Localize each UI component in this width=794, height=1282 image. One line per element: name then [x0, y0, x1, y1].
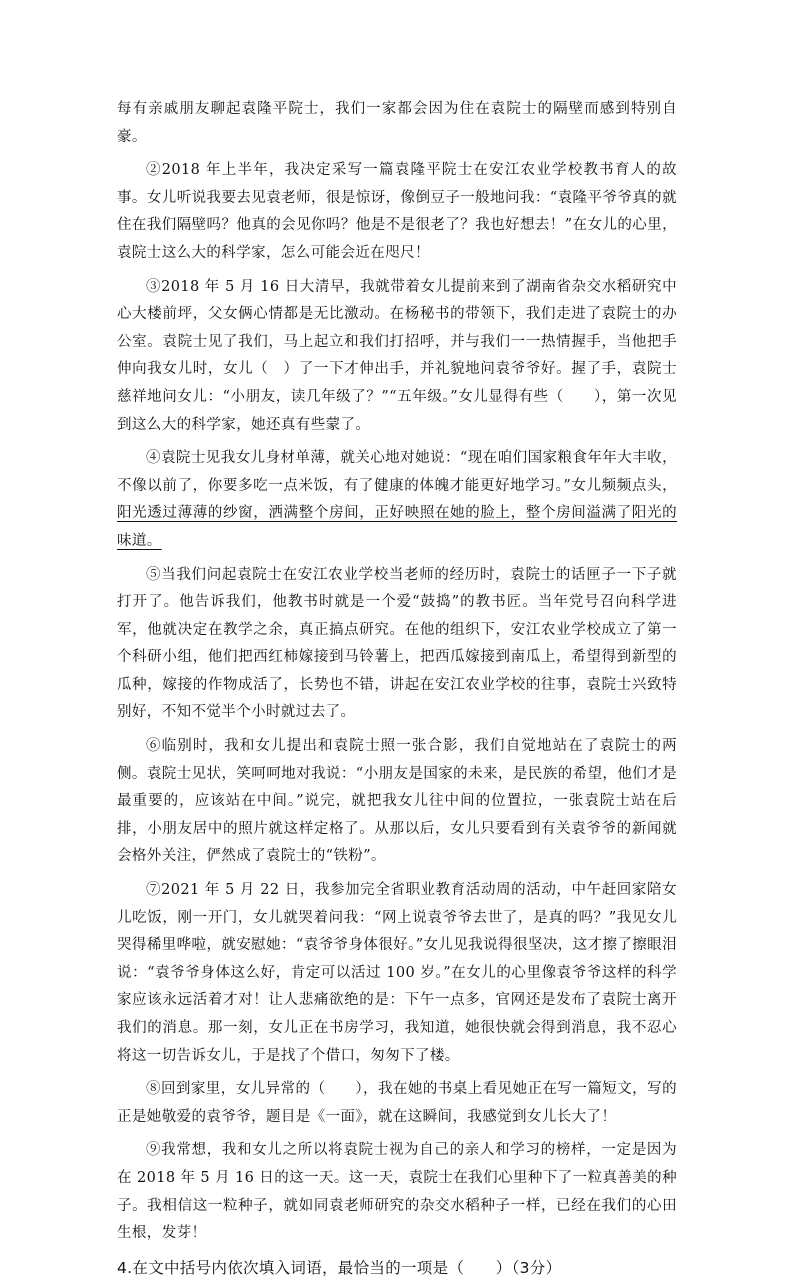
paragraph-9: ⑨我常想，我和女儿之所以将袁院士视为自己的亲人和学习的榜样，一定是因为在 2018 年 5 月 16 日的这一天。这一天，袁院士在我们心里种下了一粒真善美的种子。我相信这一粒种子，就如同袁老师研究的杂交水稻种子一样，已经在我们的心田生根，发芽！ [117, 1142, 677, 1242]
paragraph-8: ⑧回到家里，女儿异常的（ ），我在她的书桌上看见她正在写一篇短文，写的正是她敬爱的袁爷爷，题目是《一面》，就在这瞬间，我感觉到女儿长大了！ [117, 1081, 677, 1125]
paragraph-5: ⑤当我们问起袁院士在安江农业学校当老师的经历时，袁院士的话匣子一下子就打开了。他告诉我们，他教书时就是一个爱“鼓捣”的教书匠。当年党号召向科学进军，他就决定在教学之余，真正搞点研究。在他的组织下，安江农业学校成立了第一个科研小组，他们把西红柿嫁接到马铃薯上，把西瓜嫁接到南瓜上，希望得到新型的瓜种，嫁接的作物成活了，长势也不错，讲起在安江农业学校的往事，袁院士兴致特别好，不知不觉半个小时就过去了。 [117, 566, 677, 721]
paragraph-3: ③2018 年 5 月 16 日大清早，我就带着女儿提前来到了湖南省杂交水稻研究中心大楼前坪，父女俩心情都是无比激动。在杨秘书的带领下，我们走进了袁院士的办公室。袁院士见了我们，马上起立和我们打招呼，并与我们一一热情握手，当他把手伸向我女儿时，女儿（ ）了一下才伸出手，并礼貌地问袁爷爷好。握了手，袁院士慈祥地问女儿：“小朋友，读几年级了？”“五年级。”女儿显得有些（ ），第一次见到这么大的科学家，她还真有些蒙了。 [117, 278, 677, 433]
underlined-sentence: 阳光透过薄薄的纱窗，洒满整个房间，正好映照在她的脸上，整个房间溢满了阳光的味道。 [117, 505, 677, 549]
paragraph-7: ⑦2021 年 5 月 22 日，我参加完全省职业教育活动周的活动，中午赶回家陪女儿吃饭，刚一开门，女儿就哭着问我：“网上说袁爷爷去世了，是真的吗？”我见女儿哭得稀里哗啦，就安慰她：“袁爷爷身体很好。”女儿见我说得很坚决，这才擦了擦眼泪说：“袁爷爷身体这么好，肯定可以活过 100 岁。”在女儿的心里像袁爷爷这样的科学家应该永远活着才对！让人悲痛欲绝的是：下午一点多，官网还是发布了袁院士离开我们的消息。那一刻，女儿正在书房学习，我知道，她很快就会得到消息，我不忍心将这一切告诉女儿，于是找了个借口，匆匆下了楼。 [117, 882, 677, 1064]
paragraph-4 [117, 445, 677, 555]
article-body [117, 96, 677, 1282]
question-4: 4.在文中括号内依次填入词语，最恰当的一项是（ ）（3分） [117, 1258, 562, 1277]
paragraph-6: ⑥临别时，我和女儿提出和袁院士照一张合影，我们自觉地站在了袁院士的两侧。袁院士见状，笑呵呵地对我说：“小朋友是国家的未来，是民族的希望，他们才是最重要的，应该站在中间。”说完，就把我女儿往中间的位置拉，一张袁院士站在后排，小朋友居中的照片就这样定格了。从那以后，女儿只要看到有关袁爷爷的新闻就会格外关注，俨然成了袁院士的“铁粉”。 [117, 738, 677, 865]
paragraph-4-text: ④袁院士见我女儿身材单薄，就关心地对她说：“现在咱们国家粮食年年大丰收，不像以前了，你要多吃一点米饭，有了健康的体魄才能更好地学习。”女儿频频点头， [117, 450, 677, 494]
paragraph-continued: 每有亲戚朋友聊起袁隆平院士，我们一家都会因为住在袁院士的隔壁而感到特别自豪。 [117, 101, 677, 145]
paragraph-2: ②2018 年上半年，我决定采写一篇袁隆平院士在安江农业学校教书育人的故事。女儿听说我要去见袁老师，很是惊讶，像倒豆子一般地问我：“袁隆平爷爷真的就住在我们隔壁吗？他真的会见你吗？他是不是很老了？我也好想去！”在女儿的心里，袁院士这么大的科学家，怎么可能会近在咫尺！ [117, 162, 677, 261]
